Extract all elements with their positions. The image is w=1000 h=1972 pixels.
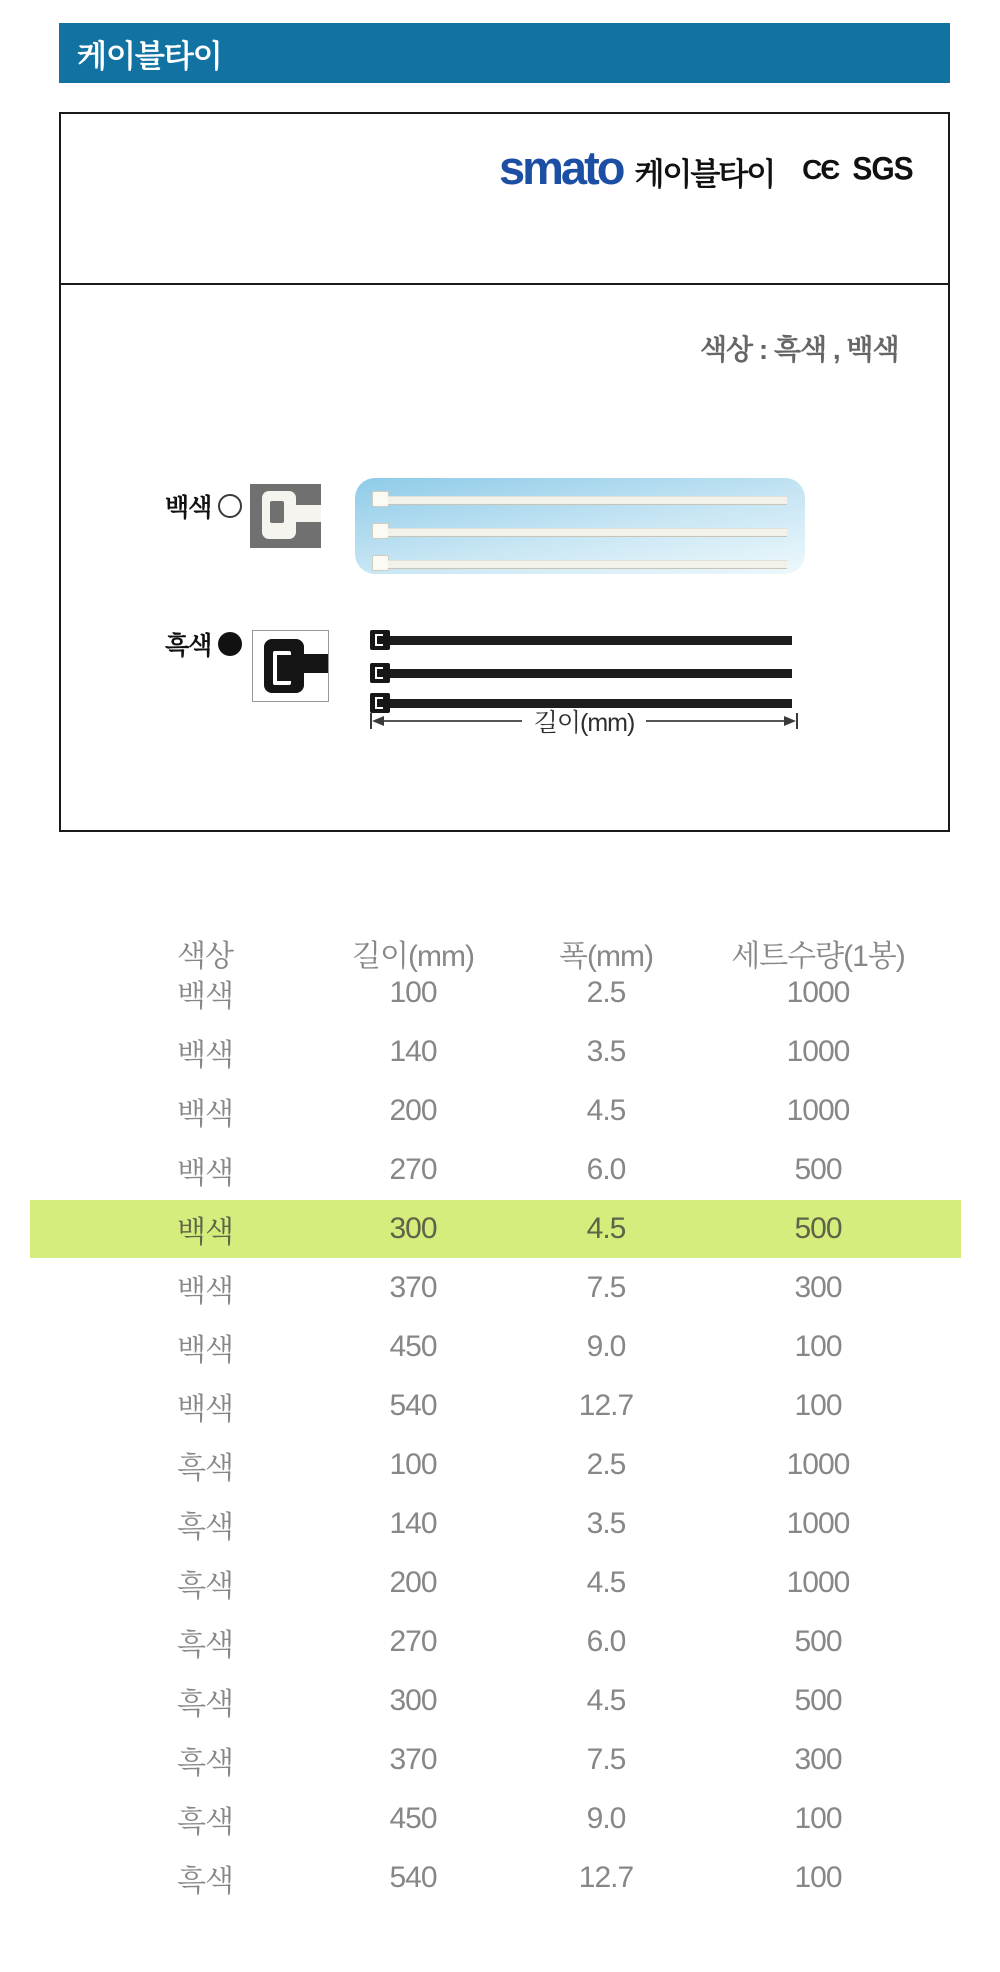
brand-row <box>499 142 913 192</box>
cell-length-mm: 100 <box>389 976 437 1009</box>
cell-color: 흑색 <box>177 1806 233 1839</box>
table-row <box>30 1023 961 1081</box>
cell-width-mm: 12.7 <box>578 1389 634 1422</box>
black-tie-1-head <box>370 630 390 650</box>
black-tie-closeup <box>252 630 329 702</box>
header-width-mm: 폭(mm) <box>559 940 653 973</box>
right-tick <box>796 713 798 729</box>
black-circle-icon <box>218 632 242 656</box>
cell-width-mm: 6.0 <box>586 1625 626 1658</box>
cell-color: 흑색 <box>177 1629 233 1662</box>
white-tie-3 <box>388 560 787 569</box>
product-name: 케이블타이 <box>634 156 775 192</box>
cell-length-mm: 450 <box>389 1330 437 1363</box>
table-row <box>30 1554 961 1612</box>
cell-length-mm: 100 <box>389 1448 437 1481</box>
cell-color: 흑색 <box>177 1511 233 1544</box>
black-tie-strap <box>302 654 328 673</box>
cell-width-mm: 7.5 <box>586 1743 626 1776</box>
right-arrow-line <box>646 720 784 722</box>
cell-set-qty: 100 <box>794 1389 842 1422</box>
cell-width-mm: 3.5 <box>586 1507 626 1540</box>
cell-length-mm: 200 <box>389 1566 437 1599</box>
table-row <box>30 1672 961 1730</box>
cell-length-mm: 370 <box>389 1271 437 1304</box>
black-tie-slot <box>273 651 291 685</box>
black-tie-2-notch <box>375 667 383 679</box>
cell-color: 백색 <box>177 1157 233 1190</box>
cell-length-mm: 540 <box>389 1861 437 1894</box>
cell-width-mm: 7.5 <box>586 1271 626 1304</box>
table-row <box>30 1318 961 1376</box>
box-divider <box>61 283 948 285</box>
cell-width-mm: 9.0 <box>586 1802 626 1835</box>
cell-length-mm: 300 <box>389 1212 437 1245</box>
cell-color: 백색 <box>177 1334 233 1367</box>
left-arrow <box>372 716 522 726</box>
left-arrowhead-icon <box>372 716 384 726</box>
cell-width-mm: 2.5 <box>586 976 626 1009</box>
cell-set-qty: 1000 <box>786 976 850 1009</box>
cell-length-mm: 450 <box>389 1802 437 1835</box>
cell-set-qty: 100 <box>794 1861 842 1894</box>
table-row <box>30 1259 961 1317</box>
table-row <box>30 1082 961 1140</box>
cell-color: 흑색 <box>177 1688 233 1721</box>
left-arrow-line <box>384 720 522 722</box>
white-tie-strap <box>294 505 321 522</box>
cell-width-mm: 3.5 <box>586 1035 626 1068</box>
cell-set-qty: 500 <box>794 1625 842 1658</box>
ce-mark-icon: CЄ <box>802 154 839 185</box>
table-row <box>30 1141 961 1199</box>
cell-set-qty: 1000 <box>786 1094 850 1127</box>
white-tie-2-head <box>372 523 389 539</box>
cell-set-qty: 1000 <box>786 1566 850 1599</box>
black-tie-2 <box>390 669 792 678</box>
black-color-label <box>165 626 242 662</box>
cell-set-qty: 300 <box>794 1743 842 1776</box>
table-row <box>30 1613 961 1671</box>
black-tie-head-image <box>264 639 304 693</box>
white-tie-slot <box>270 501 284 523</box>
header-set-qty: 세트수량(1봉) <box>731 940 905 973</box>
cell-set-qty: 100 <box>794 1330 842 1363</box>
cell-width-mm: 12.7 <box>578 1861 634 1894</box>
cell-width-mm: 4.5 <box>586 1684 626 1717</box>
table-row <box>30 1790 961 1848</box>
cell-set-qty: 300 <box>794 1271 842 1304</box>
header-color: 색상 <box>177 940 233 973</box>
cell-width-mm: 4.5 <box>586 1212 626 1245</box>
white-tie-closeup <box>250 484 321 548</box>
cell-color: 백색 <box>177 1098 233 1131</box>
color-note: 색상 : 흑색 , 백색 <box>700 334 899 365</box>
table-row <box>30 964 961 1022</box>
header-length-mm: 길이(mm) <box>352 940 474 973</box>
cell-set-qty: 1000 <box>786 1035 850 1068</box>
white-circle-icon <box>218 494 242 518</box>
cell-length-mm: 370 <box>389 1743 437 1776</box>
cell-color: 백색 <box>177 1216 233 1249</box>
cell-color: 백색 <box>177 1393 233 1426</box>
cell-length-mm: 270 <box>389 1625 437 1658</box>
cell-length-mm: 300 <box>389 1684 437 1717</box>
white-tie-head-image <box>262 491 296 539</box>
spec-table <box>30 920 961 1920</box>
cell-length-mm: 200 <box>389 1094 437 1127</box>
right-arrow <box>646 716 796 726</box>
cell-width-mm: 6.0 <box>586 1153 626 1186</box>
table-row-highlighted <box>30 1200 961 1258</box>
length-dimension <box>370 706 798 736</box>
table-row <box>30 1436 961 1494</box>
cell-set-qty: 100 <box>794 1802 842 1835</box>
cell-length-mm: 270 <box>389 1153 437 1186</box>
page-title: 케이블타이 <box>77 38 222 74</box>
cell-set-qty: 500 <box>794 1212 842 1245</box>
page-title-bar <box>59 23 950 83</box>
cell-width-mm: 2.5 <box>586 1448 626 1481</box>
black-label-text: 흑색 <box>165 632 212 660</box>
white-tie-1 <box>388 496 787 505</box>
table-row <box>30 1849 961 1907</box>
cell-color: 흑색 <box>177 1865 233 1898</box>
cell-length-mm: 540 <box>389 1389 437 1422</box>
cell-color: 백색 <box>177 1039 233 1072</box>
white-label-text: 백색 <box>165 494 212 522</box>
table-row <box>30 1731 961 1789</box>
cell-set-qty: 1000 <box>786 1507 850 1540</box>
length-label: 길이(mm) <box>533 709 635 737</box>
white-tie-1-head <box>372 491 389 507</box>
cell-set-qty: 500 <box>794 1153 842 1186</box>
cell-color: 백색 <box>177 1275 233 1308</box>
white-tie-3-head <box>372 555 389 571</box>
right-arrowhead-icon <box>784 716 796 726</box>
cell-width-mm: 4.5 <box>586 1094 626 1127</box>
black-tie-1 <box>390 636 792 645</box>
white-tie-2 <box>388 528 787 537</box>
smato-logo: smato <box>499 140 623 194</box>
cell-width-mm: 9.0 <box>586 1330 626 1363</box>
cell-color: 백색 <box>177 980 233 1013</box>
white-color-label <box>165 488 242 524</box>
cell-set-qty: 1000 <box>786 1448 850 1481</box>
black-tie-1-notch <box>375 634 383 646</box>
table-row <box>30 1377 961 1435</box>
cell-length-mm: 140 <box>389 1507 437 1540</box>
black-tie-2-head <box>370 663 390 683</box>
cell-color: 흑색 <box>177 1570 233 1603</box>
sgs-mark-icon: SGS <box>852 151 913 188</box>
table-row <box>30 1495 961 1553</box>
cell-set-qty: 500 <box>794 1684 842 1717</box>
cell-length-mm: 140 <box>389 1035 437 1068</box>
product-box <box>59 112 950 832</box>
cell-color: 흑색 <box>177 1747 233 1780</box>
cell-color: 흑색 <box>177 1452 233 1485</box>
cell-width-mm: 4.5 <box>586 1566 626 1599</box>
